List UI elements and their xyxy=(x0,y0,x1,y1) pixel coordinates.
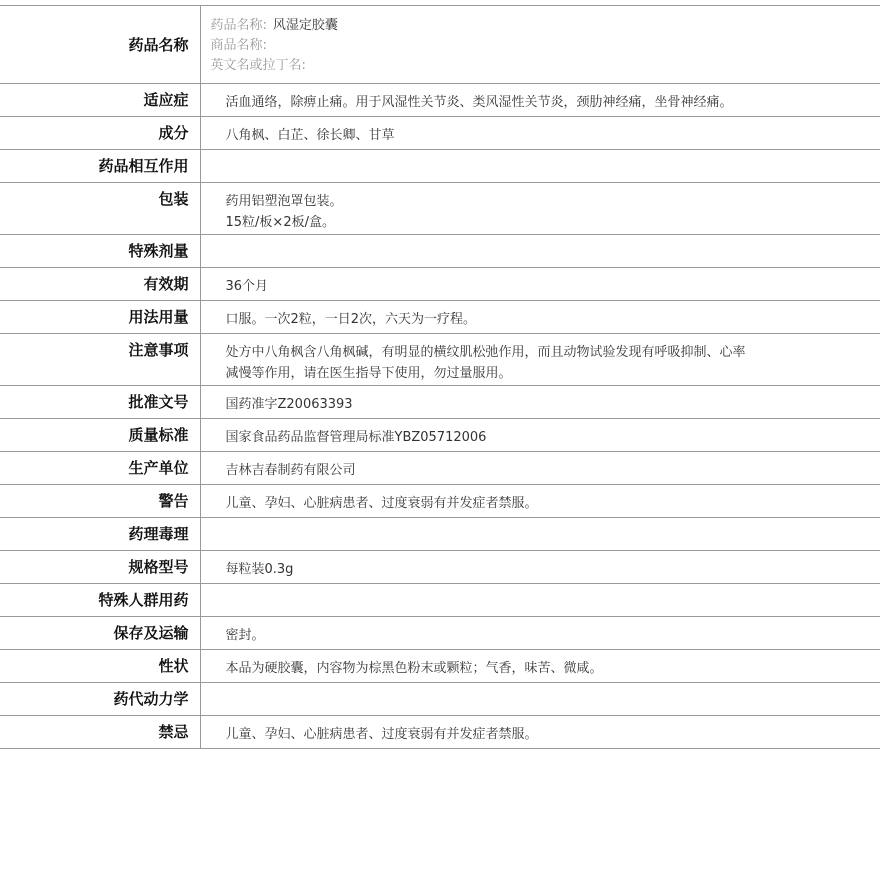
info-row-label: 适应症 xyxy=(0,84,200,117)
drug-name-row xyxy=(0,6,880,84)
latin-name-line xyxy=(211,56,880,76)
info-row-value-line: 口服。一次2粒，一日2次，六天为一疗程。 xyxy=(225,312,477,327)
info-row-value-line: 15粒/板×2板/盒。 xyxy=(225,215,335,230)
info-row-label: 药代动力学 xyxy=(0,683,200,716)
info-row xyxy=(0,183,880,235)
info-row xyxy=(0,452,880,485)
info-row-value xyxy=(200,334,880,386)
info-row-value xyxy=(200,183,880,235)
info-row-label: 药理毒理 xyxy=(0,518,200,551)
info-row-label: 有效期 xyxy=(0,268,200,301)
trade-name-key: 商品名称: xyxy=(210,38,267,53)
drug-name-values xyxy=(200,6,880,84)
info-row-value xyxy=(200,84,880,117)
info-row-label: 保存及运输 xyxy=(0,617,200,650)
info-row xyxy=(0,386,880,419)
info-row-value-line: 活血通络，除痹止痛。用于风湿性关节炎、类风湿性关节炎，颈肋神经痛，坐骨神经痛。 xyxy=(225,95,733,110)
info-row xyxy=(0,235,880,268)
info-row-label: 性状 xyxy=(0,650,200,683)
info-row-value xyxy=(200,683,880,716)
info-row-value-line: 吉林吉春制药有限公司 xyxy=(225,463,356,478)
info-row-value-line: 处方中八角枫含八角枫碱，有明显的横纹肌松弛作用，而且动物试验发现有呼吸抑制、心率 xyxy=(225,345,746,360)
info-row xyxy=(0,84,880,117)
info-row-value-line: 儿童、孕妇、心脏病患者、过度衰弱有并发症者禁服。 xyxy=(225,727,538,742)
info-row-label: 特殊人群用药 xyxy=(0,584,200,617)
info-row xyxy=(0,617,880,650)
info-row-value xyxy=(200,235,880,268)
info-row-value-line: 本品为硬胶囊，内容物为棕黑色粉末或颗粒；气香，味苦、微咸。 xyxy=(225,661,603,676)
info-row-label: 警告 xyxy=(0,485,200,518)
generic-name-value: 风湿定胶囊 xyxy=(272,18,338,33)
info-row-value-line: 减慢等作用，请在医生指导下使用，勿过量服用。 xyxy=(225,366,512,381)
drug-info-table xyxy=(0,5,880,749)
info-row-value xyxy=(200,617,880,650)
info-row-value-line: 药用铝塑泡罩包装。 xyxy=(225,194,343,209)
info-row-value xyxy=(200,485,880,518)
info-row xyxy=(0,485,880,518)
info-row-label: 药品相互作用 xyxy=(0,150,200,183)
info-row-value xyxy=(200,452,880,485)
info-row-label: 质量标准 xyxy=(0,419,200,452)
info-row-value-line: 八角枫、白芷、徐长卿、甘草 xyxy=(225,128,395,143)
info-row xyxy=(0,518,880,551)
info-row-value xyxy=(200,301,880,334)
info-row xyxy=(0,683,880,716)
latin-name-key: 英文名或拉丁名: xyxy=(210,58,306,73)
info-row-label: 批准文号 xyxy=(0,386,200,419)
info-row-value-line: 每粒装0.3g xyxy=(225,562,294,577)
info-row-value xyxy=(200,551,880,584)
info-row xyxy=(0,117,880,150)
info-row xyxy=(0,301,880,334)
info-row xyxy=(0,334,880,386)
info-row xyxy=(0,551,880,584)
info-row-label: 注意事项 xyxy=(0,334,200,386)
info-row-value-line: 密封。 xyxy=(225,628,265,643)
info-row-label: 生产单位 xyxy=(0,452,200,485)
generic-name-line xyxy=(211,16,880,36)
trade-name-line xyxy=(211,36,880,56)
generic-name-key: 药品名称: xyxy=(210,18,267,33)
info-row-label: 规格型号 xyxy=(0,551,200,584)
info-row-value xyxy=(200,518,880,551)
info-row-label: 包装 xyxy=(0,183,200,235)
info-row-value-line: 国家食品药品监督管理局标准YBZ05712006 xyxy=(225,430,487,445)
info-row xyxy=(0,716,880,749)
info-row-value xyxy=(200,716,880,749)
info-row xyxy=(0,584,880,617)
drug-name-label: 药品名称 xyxy=(0,6,200,84)
info-row xyxy=(0,150,880,183)
drug-info-table-body xyxy=(0,6,880,749)
info-row-label: 成分 xyxy=(0,117,200,150)
info-row-value xyxy=(200,419,880,452)
info-row-value-line: 儿童、孕妇、心脏病患者、过度衰弱有并发症者禁服。 xyxy=(225,496,538,511)
info-row-value xyxy=(200,117,880,150)
info-row xyxy=(0,650,880,683)
info-row xyxy=(0,268,880,301)
info-row-label: 用法用量 xyxy=(0,301,200,334)
info-row xyxy=(0,419,880,452)
info-row-value xyxy=(200,584,880,617)
info-row-value-line: 国药准字Z20063393 xyxy=(225,397,353,412)
info-row-value-line: 36个月 xyxy=(225,279,269,294)
info-row-value xyxy=(200,268,880,301)
info-row-value xyxy=(200,150,880,183)
info-row-label: 禁忌 xyxy=(0,716,200,749)
info-row-value xyxy=(200,386,880,419)
info-row-label: 特殊剂量 xyxy=(0,235,200,268)
info-row-value xyxy=(200,650,880,683)
